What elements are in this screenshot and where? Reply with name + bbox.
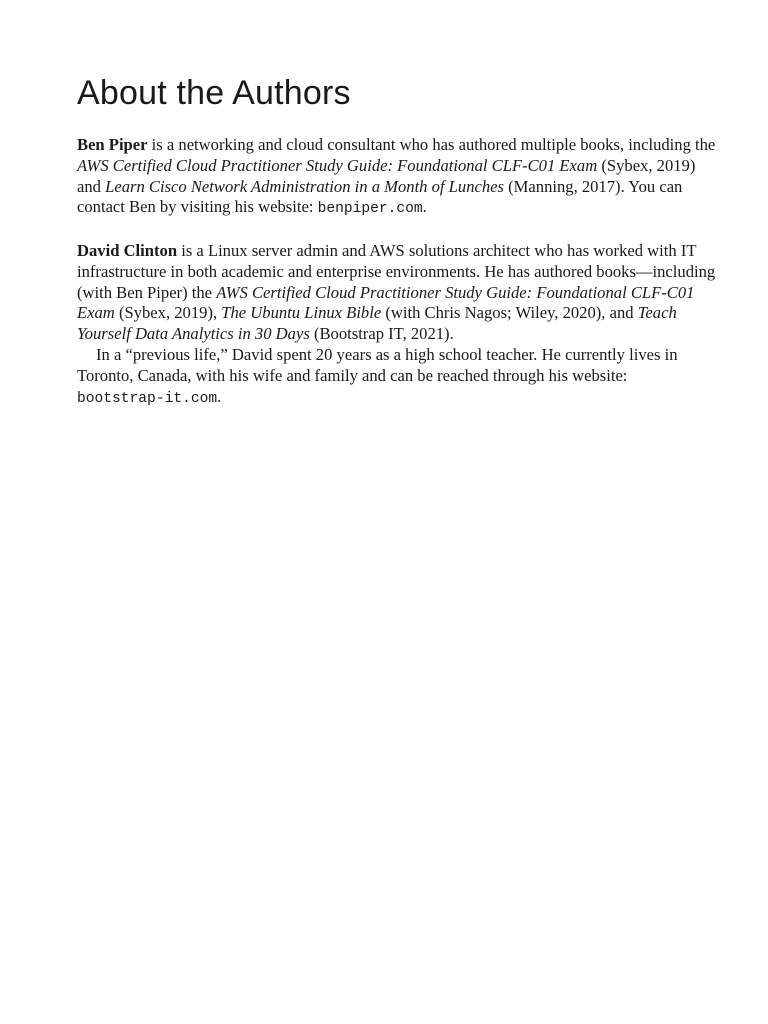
ben-piper-bio <box>77 135 717 220</box>
bio-text: . <box>422 197 427 217</box>
book-title: AWS Certified Cloud Practitioner Study Guide: Foundational CLF-C01 Exam <box>77 155 598 175</box>
book-title: The Ubuntu Linux Bible <box>221 303 382 323</box>
david-clinton-bio-continued <box>77 345 717 409</box>
author-name-david: David Clinton <box>77 240 178 260</box>
bio-text: (Sybex, 2019) and <box>77 155 696 196</box>
bio-text: is a Linux server admin and AWS solutions architect who has worked with IT infrastructure in both academic and enterprise environments. He has authored books—including (with Ben Piper) the <box>77 240 716 302</box>
bio-text: . <box>217 386 222 406</box>
bio-text: (Sybex, 2019), <box>114 303 222 323</box>
author-name-ben: Ben Piper <box>77 135 148 154</box>
david-website-link[interactable]: bootstrap-it.com <box>77 390 218 407</box>
page-content <box>77 70 717 409</box>
bio-text: is a networking and cloud consultant who has authored multiple books, including the <box>147 135 716 154</box>
page-title: About the Authors <box>77 74 351 112</box>
book-title: AWS Certified Cloud Practitioner Study Guide: Foundational CLF-C01 Exam <box>77 282 695 323</box>
bio-text: (Manning, 2017). You can contact Ben by visiting his website: <box>77 176 683 217</box>
david-clinton-bio <box>77 241 717 345</box>
bio-text: (Bootstrap IT, 2021). <box>309 324 454 344</box>
bio-text: (with Chris Nagos; Wiley, 2020), and <box>381 303 638 323</box>
ben-website-link[interactable]: benpiper.com <box>317 201 423 218</box>
bio-text: In a “previous life,” David spent 20 years as a high school teacher. He currently lives in Toronto, Canada, with his wife and family and can be reached through his website: <box>77 344 678 385</box>
book-title: Learn Cisco Network Administration in a Month of Lunches <box>105 176 504 196</box>
book-title: Teach Yourself Data Analytics in 30 Days <box>77 303 677 344</box>
